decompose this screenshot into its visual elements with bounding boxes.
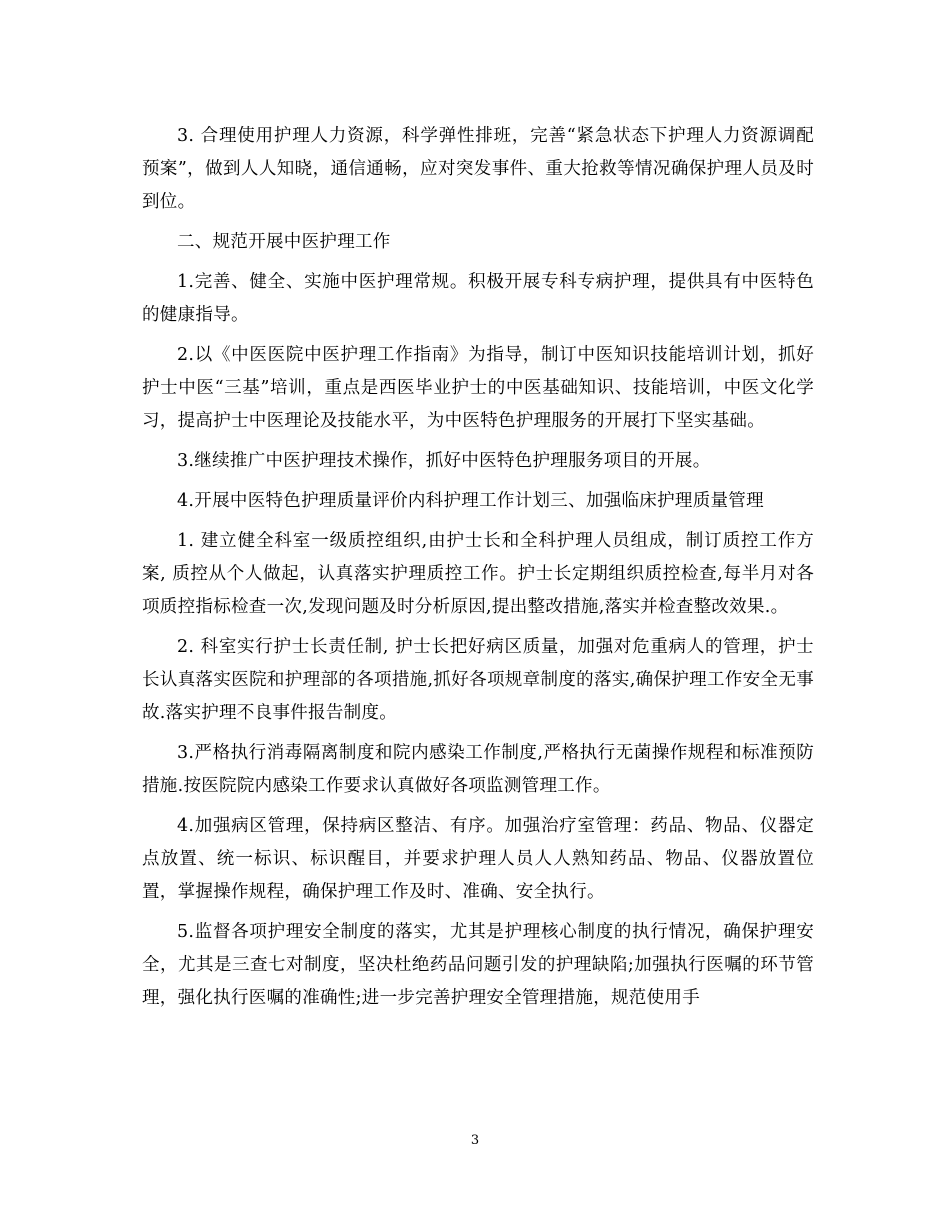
paragraph-safety-supervision: 5.监督各项护理安全制度的落实，尤其是护理核心制度的执行情况，确保护理安全，尤其是三查七对制度，坚决杜绝药品问题引发的护理缺陷;加强执行医嘱的环节管理，强化执行医嘱的准确性;进一步完善护理安全管理措施，规范使用手 — [142, 922, 814, 1008]
paragraph-tcm-routine: 1.完善、健全、实施中医护理常规。积极开展专科专病护理，提供具有中医特色的健康指导。 — [142, 272, 814, 325]
page-number: 3 — [470, 1133, 480, 1148]
paragraph-quality-control: 1. 建立健全科室一级质控组织,由护士长和全科护理人员组成，制订质控工作方案, 质控从个人做起，认真落实护理质控工作。护士长定期组织质控检查,每半月对各项质控指标检查一次,发现问题及时分析原因,提出整改措施,落实并检查整改效果.。 — [142, 531, 814, 617]
paragraph-head-nurse-responsibility: 2. 科室实行护士长责任制, 护士长把好病区质量，加强对危重病人的管理，护士长认真落实医院和护理部的各项措施,抓好各项规章制度的落实,确保护理工作安全无事故.落实护理不良事件报告制度。 — [142, 637, 814, 723]
paragraph-ward-management: 4.加强病区管理，保持病区整洁、有序。加强治疗室管理：药品、物品、仪器定点放置、统一标识、标识醒目，并要求护理人员人人熟知药品、物品、仪器放置位置，掌握操作规程，确保护理工作及时、准确、安全执行。 — [142, 816, 814, 902]
section-heading-tcm-nursing: 二、规范开展中医护理工作 — [177, 232, 391, 252]
paragraph-manpower: 3. 合理使用护理人力资源，科学弹性排班，完善“紧急状态下护理人力资源调配预案”，做到人人知晓，通信通畅，应对突发事件、重大抢救等情况确保护理人员及时到位。 — [142, 126, 814, 212]
paragraph-tcm-quality-eval: 4.开展中医特色护理质量评价内科护理工作计划三、加强临床护理质量管理 — [177, 491, 764, 511]
document-body — [142, 120, 814, 1022]
paragraph-disinfection: 3.严格执行消毒隔离制度和院内感染工作制度,严格执行无菌操作规程和标准预防措施.按医院院内感染工作要求认真做好各项监测管理工作。 — [142, 743, 814, 796]
paragraph-tcm-technique: 3.继续推广中医护理技术操作，抓好中医特色护理服务项目的开展。 — [177, 451, 711, 471]
paragraph-tcm-training: 2.以《中医医院中医护理工作指南》为指导，制订中医知识技能培训计划，抓好护士中医“三基”培训，重点是西医毕业护士的中医基础知识、技能培训，中医文化学习，提高护士中医理论及技能水平，为中医特色护理服务的开展打下坚实基础。 — [142, 345, 814, 431]
